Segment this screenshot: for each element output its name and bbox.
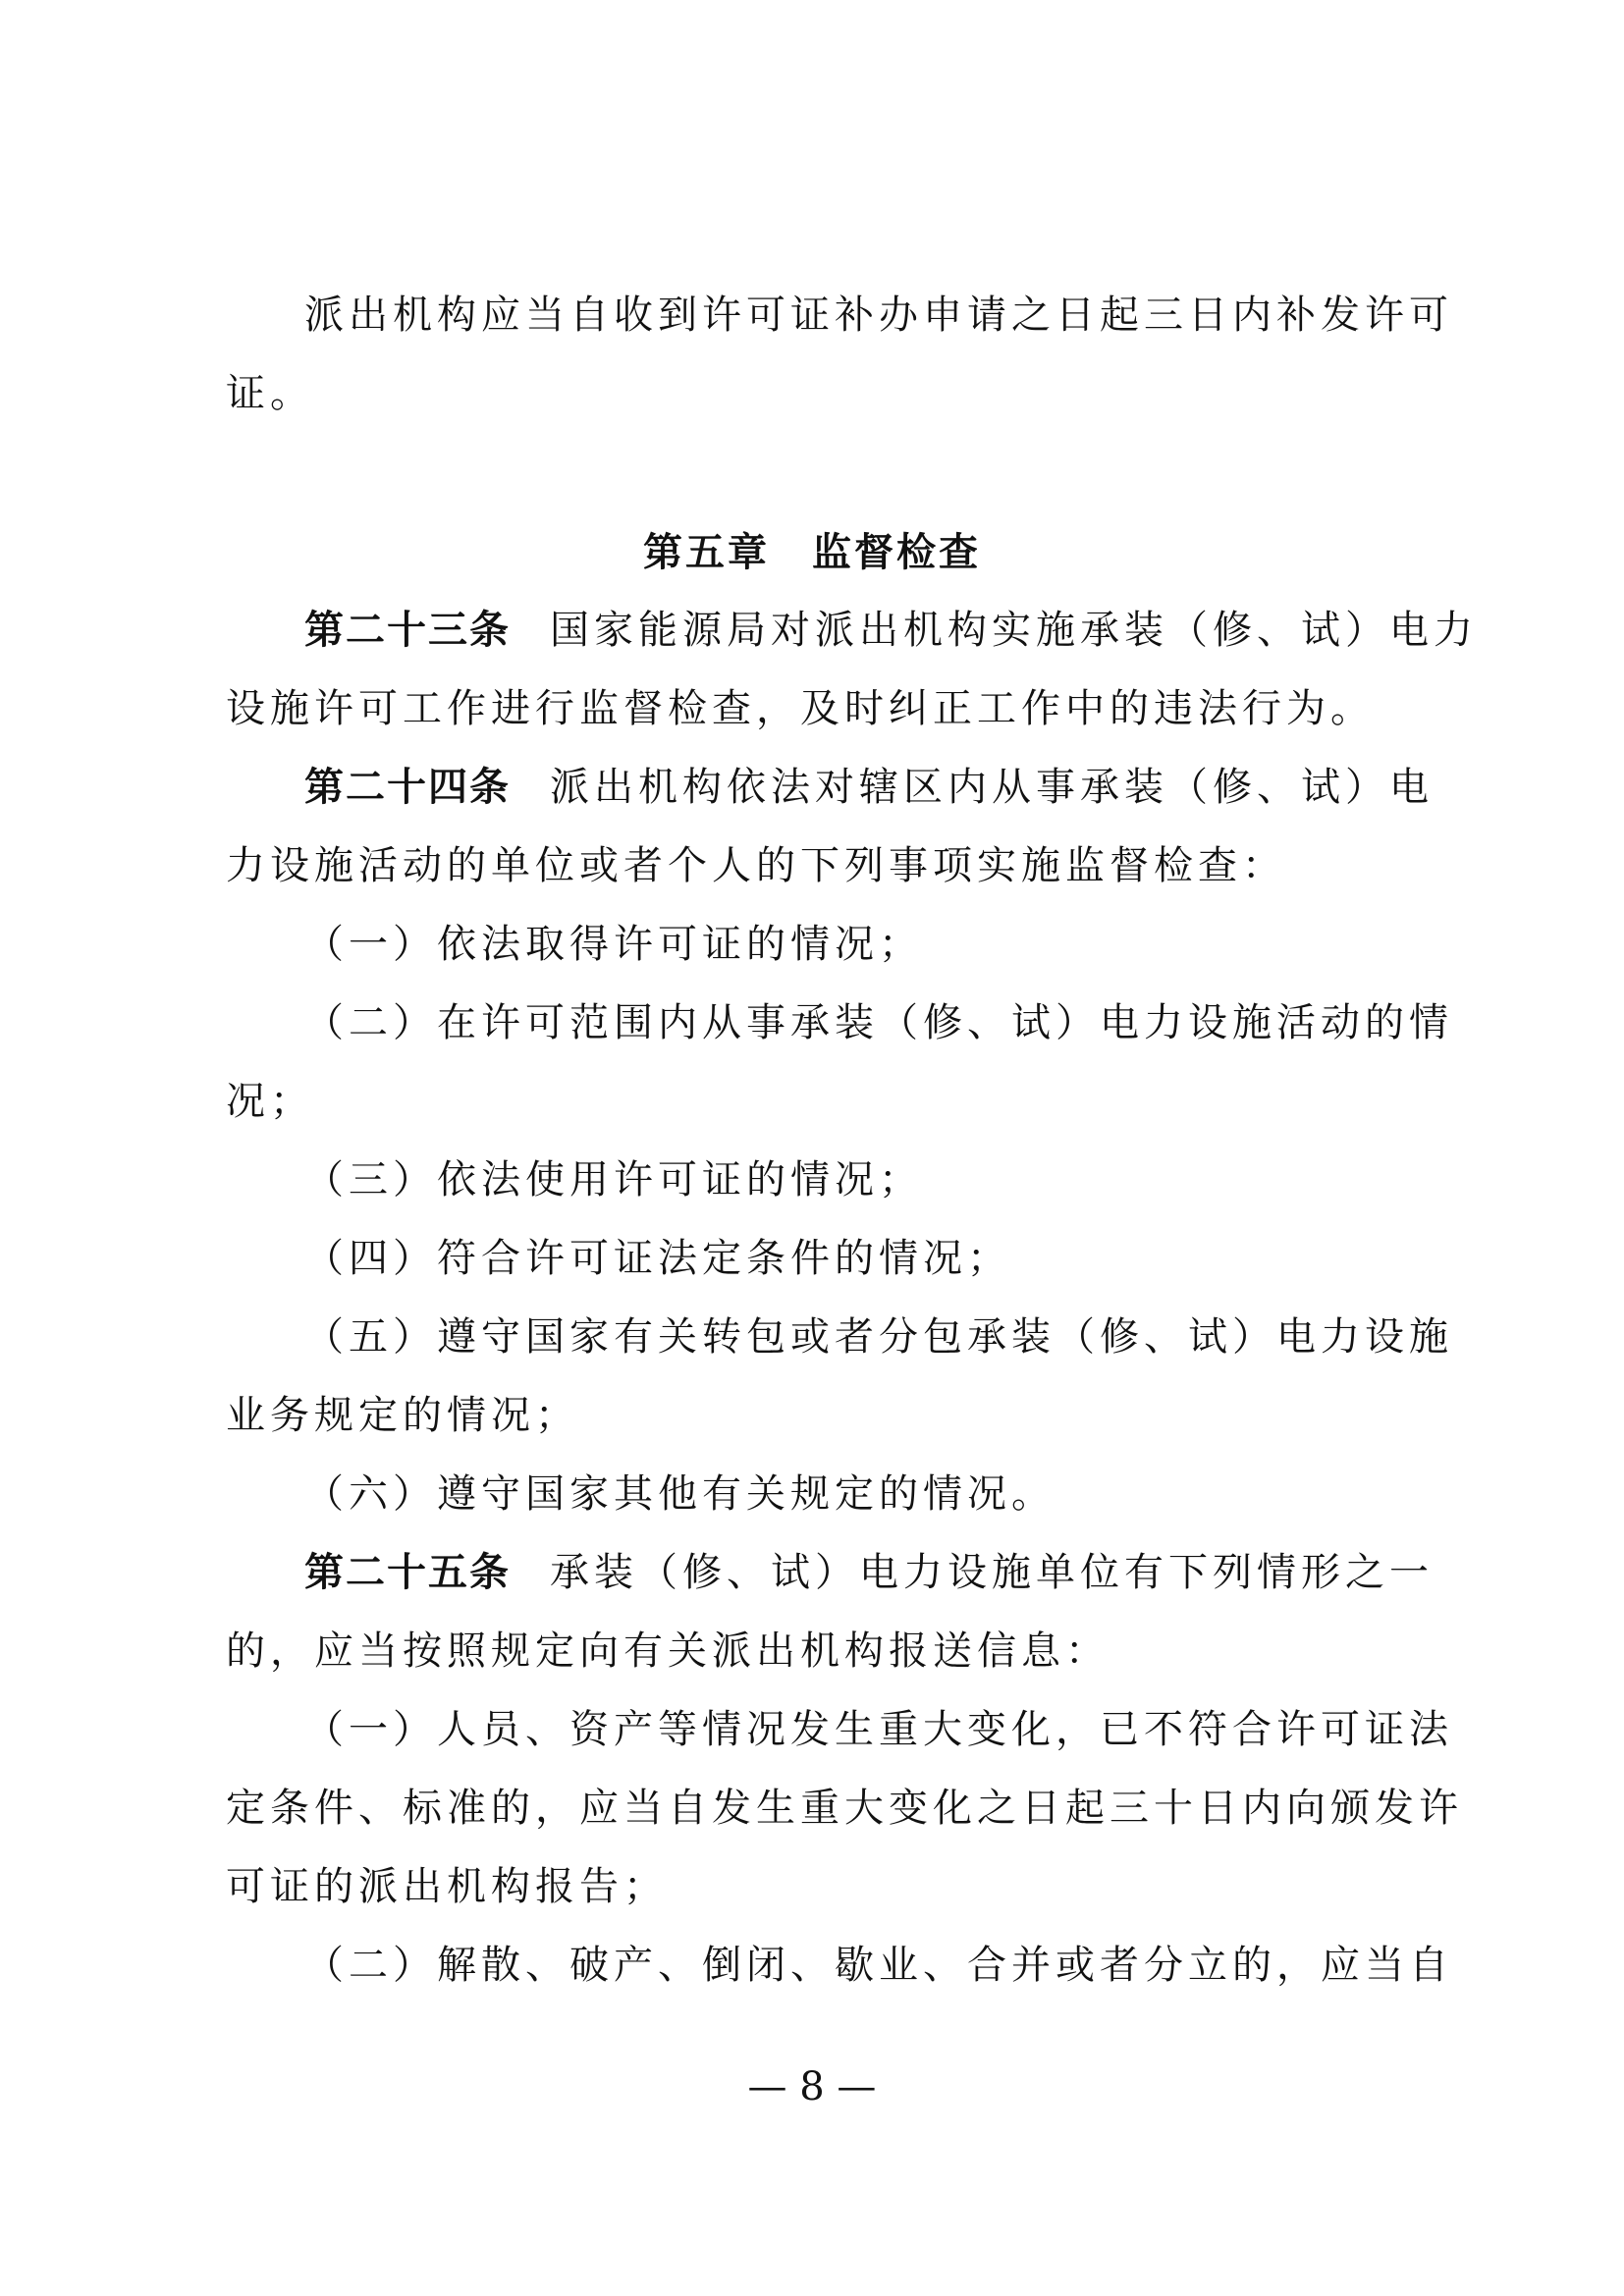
- article-first-line: [304, 1545, 1434, 1600]
- list-item: （五）遵守国家有关转包或者分包承装（修、试）电力设施: [304, 1314, 1453, 1360]
- paragraph-line: 设施许可工作进行监督检查，及时纠正工作中的违法行为。: [226, 686, 1375, 731]
- article-text: 派出机构依法对辖区内从事承装（修、试）电: [550, 765, 1434, 810]
- list-item: （三）依法使用许可证的情况；: [304, 1157, 923, 1202]
- paragraph-line: 的，应当按照规定向有关派出机构报送信息：: [226, 1629, 1110, 1674]
- list-item-continuation: 定条件、标准的，应当自发生重大变化之日起三十日内向颁发许: [226, 1786, 1463, 1831]
- article-label: 第二十三条: [304, 608, 511, 653]
- article-label: 第二十五条: [304, 1550, 511, 1595]
- article-first-line: [304, 603, 1478, 658]
- article-text: 国家能源局对派出机构实施承装（修、试）电力: [550, 608, 1478, 653]
- chapter-title: 第五章 监督检查: [643, 530, 981, 575]
- article-label: 第二十四条: [304, 765, 511, 810]
- list-item-continuation: 可证的派出机构报告；: [226, 1864, 668, 1909]
- list-item: （二）解散、破产、倒闭、歇业、合并或者分立的，应当自: [304, 1943, 1453, 1988]
- list-item: （一）人员、资产等情况发生重大变化，已不符合许可证法: [304, 1707, 1453, 1752]
- list-item: （四）符合许可证法定条件的情况；: [304, 1236, 1011, 1281]
- list-item: （六）遵守国家其他有关规定的情况。: [304, 1471, 1056, 1517]
- list-item-continuation: 业务规定的情况；: [226, 1393, 579, 1438]
- paragraph-line: 派出机构应当自收到许可证补办申请之日起三日内补发许可: [304, 293, 1453, 338]
- page-number: — 8 —: [747, 2064, 877, 2109]
- list-item: （二）在许可范围内从事承装（修、试）电力设施活动的情: [304, 1000, 1453, 1045]
- list-item-continuation: 况；: [226, 1079, 314, 1124]
- article-text: 承装（修、试）电力设施单位有下列情形之一: [550, 1550, 1434, 1595]
- article-first-line: [304, 760, 1434, 815]
- paragraph-line: 证。: [226, 371, 314, 416]
- list-item: （一）依法取得许可证的情况；: [304, 922, 923, 967]
- paragraph-line: 力设施活动的单位或者个人的下列事项实施监督检查：: [226, 843, 1286, 888]
